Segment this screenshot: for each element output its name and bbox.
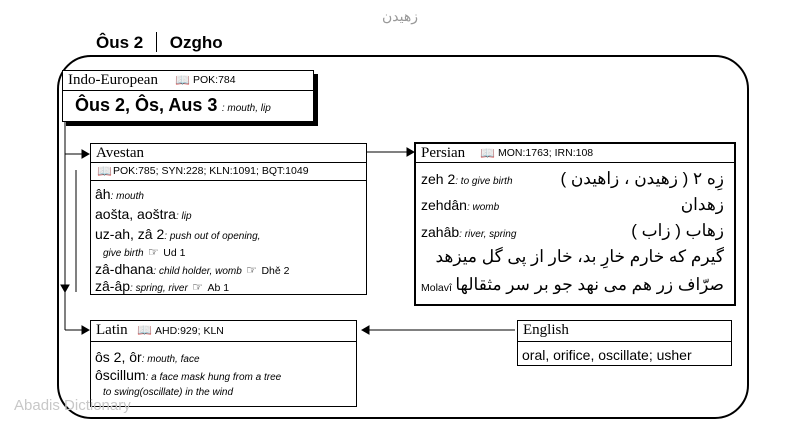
english-label: English — [523, 322, 569, 338]
latin-entry — [95, 367, 281, 385]
watermark: Abadis Dictionary — [14, 397, 131, 414]
english-header — [518, 321, 731, 342]
book-icon: 📖 — [97, 164, 112, 178]
avestan-gloss: : spring, river — [130, 283, 188, 294]
english-box — [517, 320, 732, 366]
avestan-entry — [95, 226, 260, 244]
indo-european-box — [62, 70, 314, 122]
avestan-entry — [95, 186, 144, 204]
latin-box — [90, 320, 357, 407]
persian-label: Persian — [421, 145, 466, 161]
latin-gloss-cont: to swing(oscillate) in the wind — [103, 387, 234, 398]
latin-header — [91, 321, 356, 342]
persian-farsi: زهاب ( زاب ) — [631, 221, 724, 240]
title-root: Ôus 2 — [96, 33, 144, 52]
persian-word: zahâb — [421, 224, 460, 240]
avestan-gloss: : push out of opening, — [164, 231, 261, 242]
latin-refs: AHD:929; KLN — [155, 325, 224, 337]
indo-european-entry — [75, 95, 271, 116]
book-icon: 📖 — [175, 73, 190, 87]
avestan-gloss-cont: give birth — [103, 248, 144, 259]
latin-word: ôs 2, ôr — [95, 349, 142, 365]
persian-gloss: : to give birth — [455, 176, 513, 187]
indo-european-gloss: : mouth, lip — [221, 103, 271, 114]
indo-european-ref: POK:784 — [193, 74, 236, 86]
latin-label: Latin — [96, 322, 128, 338]
book-icon: 📖 — [137, 323, 152, 337]
persian-entry — [421, 224, 516, 242]
avestan-word: zâ-dhana — [95, 261, 154, 277]
persian-word: zeh 2 — [421, 171, 456, 187]
avestan-entry — [95, 206, 192, 224]
english-words: oral, orifice, oscillate; usher — [522, 347, 692, 363]
avestan-link[interactable]: Ud 1 — [163, 247, 186, 259]
avestan-box — [90, 143, 367, 295]
indo-european-header — [63, 71, 313, 91]
avestan-entry-cont — [103, 243, 185, 261]
persian-poem-line: گیرم که خارم خارِ بد، خار از پی گل میزهد — [435, 247, 724, 266]
latin-word: ôscillum — [95, 367, 146, 383]
farsi-heading: زهیدن — [382, 8, 418, 24]
avestan-entry — [95, 261, 289, 279]
persian-poet: Molavî — [421, 282, 452, 294]
persian-farsi: زِه ۲ ( زهیدن ، زاهیدن ) — [560, 169, 724, 188]
persian-entry — [421, 197, 499, 215]
pointing-hand-icon[interactable]: ☞ — [246, 263, 257, 277]
latin-gloss: : mouth, face — [141, 354, 200, 365]
avestan-gloss: : mouth — [110, 191, 144, 202]
indo-european-word: Ôus 2, Ôs, Aus 3 — [75, 95, 218, 115]
indo-european-label: Indo-European — [68, 72, 158, 88]
avestan-gloss: : child holder, womb — [153, 266, 242, 277]
persian-gloss: : womb — [466, 202, 500, 213]
avestan-header — [91, 144, 366, 163]
avestan-entry — [95, 278, 229, 296]
persian-poem-line: صرّاف زر هم می نهد جو بر سر مثقالها — [455, 275, 724, 294]
pointing-hand-icon[interactable]: ☞ — [148, 245, 159, 259]
persian-gloss: : river, spring — [459, 229, 517, 240]
avestan-label: Avestan — [96, 145, 145, 161]
title-root-alt: Ozgho — [169, 33, 223, 52]
pointing-hand-icon[interactable]: ☞ — [192, 280, 204, 294]
avestan-word: âh — [95, 186, 111, 202]
avestan-refs: POK:785; SYN:228; KLN:1091; BQT:1049 — [113, 165, 309, 177]
avestan-link[interactable]: Ab 1 — [207, 282, 230, 294]
persian-word: zehdân — [421, 197, 467, 213]
persian-header — [416, 144, 734, 163]
avestan-word: zâ-âp — [95, 278, 131, 294]
persian-farsi: زهدان — [680, 195, 724, 214]
latin-entry — [95, 349, 200, 367]
avestan-link[interactable]: Dhě 2 — [261, 265, 290, 277]
avestan-word: uz-ah, zâ 2 — [95, 226, 165, 242]
avestan-refs-row — [91, 162, 366, 181]
persian-box — [414, 142, 736, 306]
latin-gloss: : a face mask hung from a tree — [145, 372, 282, 383]
persian-entry — [421, 171, 513, 189]
avestan-word: aošta, aoštra — [95, 206, 176, 222]
avestan-gloss: : lip — [175, 211, 192, 222]
persian-refs: MON:1763; IRN:108 — [498, 147, 594, 159]
book-icon: 📖 — [480, 146, 495, 160]
